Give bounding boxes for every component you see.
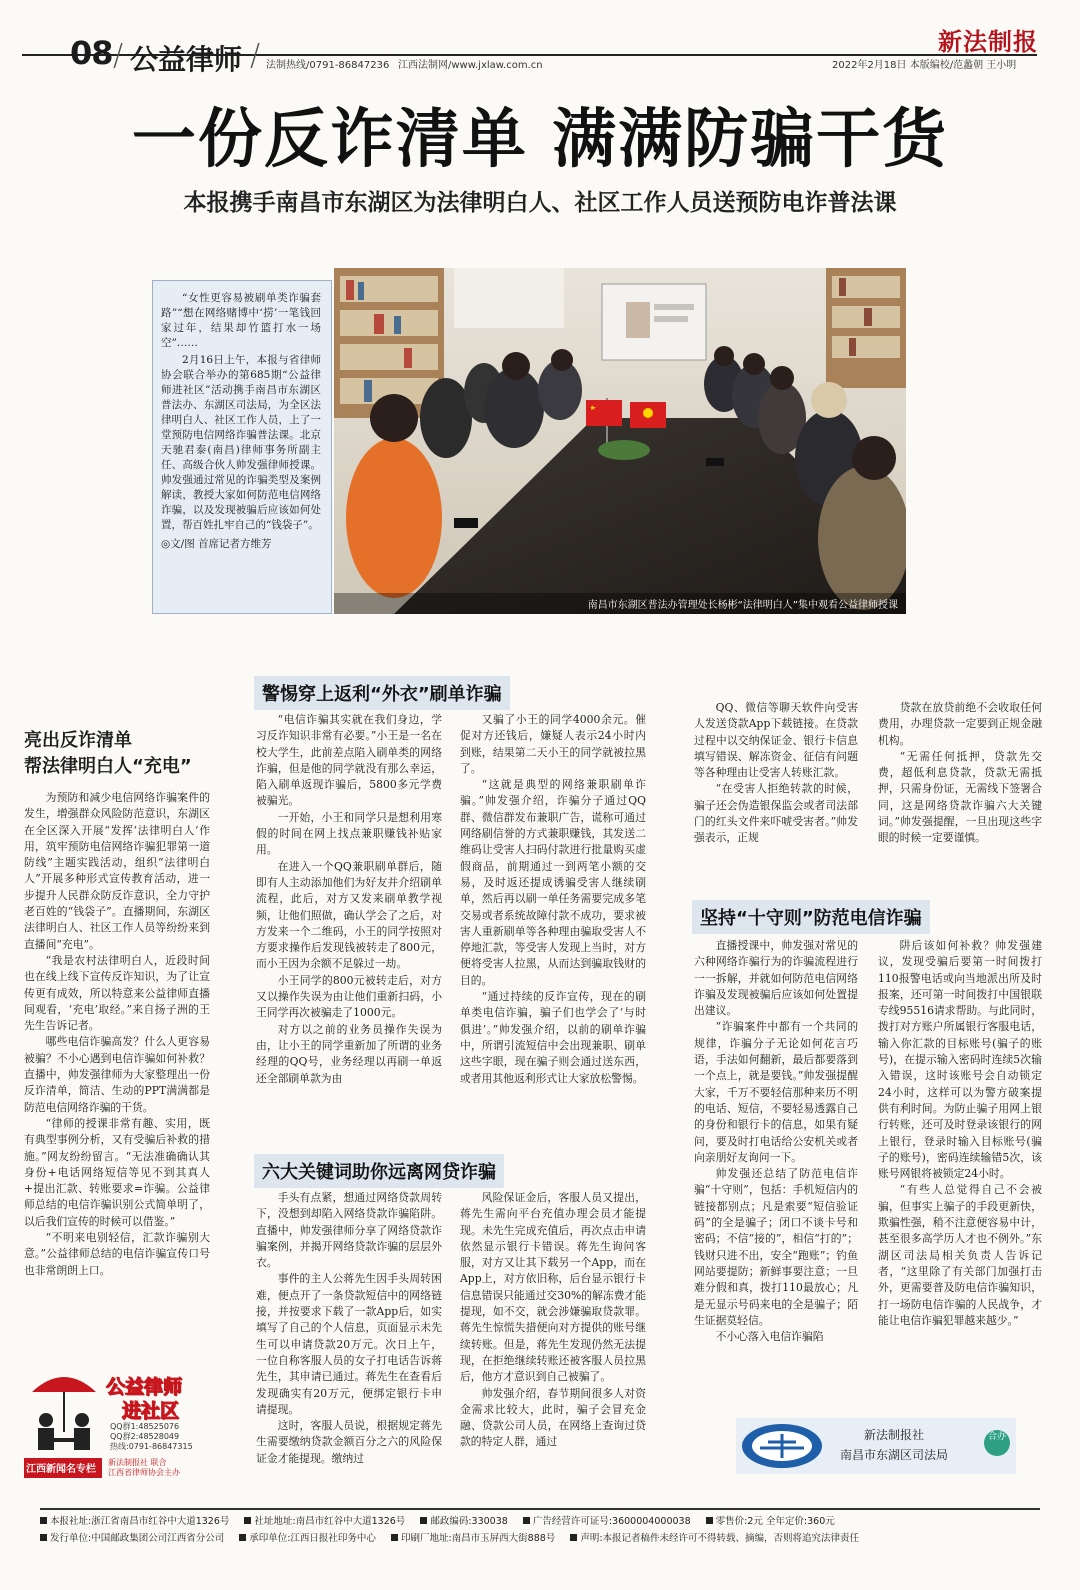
column-checklist (24, 790, 210, 1346)
heading-line: 亮出反诈清单 (24, 730, 132, 751)
body-paragraph: 哪些电信诈骗高发？什么人更容易被骗？不小心遇到电信诈骗如何补救？直播中，帅发强律师为大家整理出一份反诈清单，简洁、生动的PPT满满都是防范电信网络诈骗的干货。 (24, 1035, 210, 1114)
byline: ◎文/图 首席记者方维芳 (161, 538, 272, 550)
logo-sponsor: 江西省律师协会主办 (108, 1468, 180, 1477)
column-ten-rules-2 (878, 938, 1042, 1408)
body-paragraph: 直播授课中，帅发强对常见的六种网络诈骗行为的诈骗流程进行一一拆解，并就如何防范电信网络诈骗及发现被骗后应该如何处置提出建议。 (694, 939, 858, 1018)
footer-item: 社址地址:南昌市红谷中大道1326号 (254, 1516, 406, 1527)
body-paragraph: 贷款在放贷前绝不会收取任何费用，办理贷款一定要到正规金融机构。 (878, 701, 1042, 747)
footer-item: 印刷厂地址:南昌市玉屏西大街888号 (400, 1533, 556, 1544)
body-paragraph: “电信诈骗其实就在我们身边，学习反诈知识非常有必要。”小王是一名在校大学生，此前差点陷入刷单类的网络诈骗，但是他的同学就没有那么幸运，陷入刷单返现诈骗后，5800多元学费被骗光。 (256, 713, 442, 808)
hotline: 法制热线/0791-86847236 (266, 60, 390, 71)
column-brushing-1 (256, 712, 442, 1144)
body-paragraph: 这时，客服人员说，根据规定蒋先生需要缴纳贷款金额百分之六的风险保证金才能提现。缴纳过 (256, 1419, 442, 1465)
headline: 一份反诈清单 满满防骗干货 (131, 103, 949, 177)
justice-emblem-icon (740, 1422, 824, 1470)
logo-tag: 江西新闻名专栏 (26, 1464, 96, 1475)
section-name: 公益律师 (130, 43, 243, 76)
website: 江西法制网/www.jxlaw.com.cn (398, 60, 543, 71)
page-number: 08 (70, 34, 113, 72)
photo-caption: 南昌市东湖区普法办管理处长杨彬“法律明白人”集中观看公益律师授课 (334, 593, 906, 614)
lead-paragraph: 2月16日上午，本报与省律师协会联合举办的第685期“公益律师进社区”活动携手南昌市东湖区普法办、东湖区司法局，为全区法律明白人、社区工作人员，上了一堂预防电信网络诈骗普法课。北京天驰君泰(南昌)律师事务所副主任、高级合伙人帅发强律师授课。帅发强通过常见的诈骗类型及案例解读，教授大家如何防范电信网络诈骗，以及发现被骗后应该如何处置，帮百姓扎牢自己的“钱袋子”。 (161, 354, 321, 531)
body-paragraph: 为预防和减少电信网络诈骗案件的发生，增强群众风险防范意识，东湖区在全区深入开展“发挥‘法律明白人’作用，筑牢预防电信网络诈骗犯罪第一道防线”主题实践活动，组织“法律明白人”开展多种形式宣传教育活动，进一步提升人民群众防反诈意识，全力守护老百姓的“钱袋子”。直播期间，东湖区法律明白人、社区工作人员等纷纷来到直播间“充电”。 (24, 791, 210, 951)
body-paragraph: 小王同学的800元被转走后，对方又以操作失误为由让他们重新扫码，小王同学再次被骗走了1000元。 (256, 973, 442, 1020)
column-loan-4 (878, 700, 1042, 890)
footer-item: 声明:本报记者稿件未经许可不得转载、摘编，否则将追究法律责任 (580, 1533, 860, 1544)
logo-title: 公益律师 (106, 1376, 183, 1398)
body-paragraph: “诈骗案件中都有一个共同的规律，诈骗分子无论如何花言巧语，手法如何翻新，最后都要落到一个点上，就是要钱。”帅发强提醒大家，千万不要轻信那种来历不明的电话、短信，不要轻易透露自己的身份和银行卡的信息，如果有疑问，要及时打电话给公安机关或者向亲朋好友询问一下。 (694, 1020, 858, 1164)
footer-item: 承印单位:江西日报社印务中心 (249, 1533, 376, 1544)
body-paragraph: 在进入一个QQ兼职刷单群后，随即有人主动添加他们为好友并介绍刷单流程，此后，对方又发来刷单教学视频，让他们照做，确认学会了之后，对方发来一个二维码，小王的同学按照对方要求操作后发现钱被转走了800元，而小王因为余额不足躲过一劫。 (256, 859, 442, 971)
footer-item: 本报社址:浙江省南昌市红谷中大道1326号 (50, 1516, 230, 1527)
section-heading-ten-rules: 坚持“十守则”防范电信诈骗 (692, 900, 930, 934)
cooperation-badge: 合办 (984, 1430, 1010, 1456)
body-paragraph: “我是农村法律明白人，近段时间也在线上线下宣传反诈知识，为了让宣传更有成效，所以特意来公益律师直播间观看，‘充电’取经。”来自扬子洲的王先生告诉记者。 (24, 953, 210, 1033)
logo-qq: QQ群2:48528049 (110, 1432, 180, 1441)
column-loan-1 (256, 1190, 442, 1490)
section-heading-checklist (24, 728, 214, 780)
partner-banner (736, 1418, 1016, 1474)
section-heading-brushing: 警惕穿上返利“外衣”刷单诈骗 (254, 676, 510, 710)
column-brushing-2 (460, 712, 646, 1144)
column-loan-3 (694, 700, 858, 890)
footer (40, 1508, 1040, 1547)
body-paragraph: “在受害人拒绝转款的时候，骗子还会伪造银保监会或者司法部门的红头文件来吓唬受害者。”帅发强表示，正规 (694, 782, 858, 845)
body-paragraph: “律师的授课非常有趣、实用，既有典型事例分析，又有受骗后补救的措施。”网友纷纷留言。“无法准确确认其身份+电话网络短信等见不到其真人+提出汇款、转账要求=诈骗。公益律师总结的电信诈骗识别公式简单明了，以后我们宣传的时候可以借鉴。” (24, 1116, 210, 1228)
divider-slash: / (113, 38, 124, 73)
logo-sponsor: 新法制报社 联合 (108, 1458, 167, 1467)
body-paragraph: 帅发强介绍，春节期间很多人对资金需求比较大，此时，骗子会冒充金融、贷款公司人员，在网络上查询过贷款的特定人群，通过 (460, 1386, 646, 1449)
footer-row (40, 1530, 1040, 1547)
column-loan-2 (460, 1190, 646, 1490)
heading-line: 帮法律明白人“充电” (24, 756, 192, 777)
logo-qq: QQ群1:48525076 (110, 1422, 180, 1431)
body-paragraph: 不小心落入电信诈骗陷 (715, 1330, 824, 1344)
date-editors: 2022年2月18日 本版编校/范蠡朝 王小明 (832, 60, 1017, 71)
body-paragraph: “这就是典型的网络兼职刷单诈骗。”帅发强介绍，诈骗分子通过QQ群、微信群发布兼职广告，谎称可通过网络刷信誉的方式兼职赚钱，其发送二维码让受害人扫码付款进行批量购买虚假商品，前期通过一到两笔小额的交易，及时返还提成诱骗受害人继续刷单，然后再以刷一单任务需要完成多笔交易或者系统故障付款不成功，要求被害人重新刷单等各种理由骗取受害人不停地汇款，等受害人发现上当时，对方便将受害人拉黑，从而达到骗取钱财的目的。 (460, 778, 646, 987)
body-paragraph: 事件的主人公蒋先生因手头周转困难，便点开了一条贷款短信中的网络链接，并按要求下载了一款App后，如实填写了自己的个人信息，页面显示未先生可以申请贷款20万元。次日上午，一位自称客服人员的女子打电话告诉蒋先生，其申请已通过。蒋先生在查看后发现确实有20万元，便绑定银行卡申请提现。 (256, 1272, 442, 1416)
body-paragraph: “通过持续的反诈宣传，现在的刷单类电信诈骗，骗子们也学会了‘与时俱进’。”帅发强介绍，以前的刷单诈骗中，所谓引流短信中会出现兼职、刷单这些字眼，现在骗子则会通过送东西，或者用其他返利形式让大家放松警惕。 (460, 990, 646, 1085)
body-paragraph: 阱后该如何补救？帅发强建议，发现受骗后要第一时间拨打110报警电话或向当地派出所及时报案，还可第一时间拨打中国银联专线95516请求帮助。与此同时，拨打对方账户所属银行客服电话，输入你汇款的目标账号(骗子的账号)，在提示输入密码时连续5次输入错误，这时该账号会自动锁定24小时，这样可以为警方破案提供有利时间。为防止骗子用网上银行转账，还可及时登录该银行的网上银行，登录时输入目标账号(骗子的账号)，密码连续输错5次，该账号网银将被锁定24小时。 (878, 939, 1042, 1181)
subheadline: 本报携手南昌市东湖区为法律明白人、社区工作人员送预防电诈普法课 (183, 190, 897, 216)
body-paragraph: 帅发强还总结了防范电信诈骗“十守则”，包括：手机短信内的链接都别点；凡是索要“短信验证码”的全是骗子；闭口不谈卡号和密码；不信“接的”，相信“打的”；钱财只进不出，安全“跑账”；钓鱼网站要提防；新鲜事要注意；一旦难分假和真，拨打110最放心；凡是无显示号码来电的全是骗子；陌生证据莫轻信。 (694, 1167, 858, 1327)
footer-item: 发行单位:中国邮政集团公司江西省分公司 (50, 1533, 225, 1544)
body-paragraph: 对方以之前的业务员操作失误为由，让小王的同学重新加了所谓的业务经理的QQ号，业务经理以再刷一单返还全部刷单款为由 (256, 1022, 442, 1085)
body-paragraph: 风险保证金后，客服人员又提出，蒋先生需向平台充值办理会员才能提现。未先生完成充值后，再次点击申请依然显示银行卡错误。蒋先生询问客服，对方又让其下载另一个App，而在App上，对方依旧称，后台显示银行卡信息错误只能通过交30%的解冻费才能提现，如不交，就会涉嫌骗取贷款罪。蒋先生惊慌失措便向对方提供的账号继续转账。但是，蒋先生发现仍然无法提现，在拒绝继续转账还被客服人员拉黑后，他方才意识到自己被骗了。 (460, 1191, 646, 1384)
column-logo (24, 1362, 214, 1480)
body-paragraph: “无需任何抵押，贷款先交费，超低利息贷款，贷款无需抵押，只需身份证，无需线下签署合同，这是网络贷款诈骗六大关键词。”帅发强提醒，一旦出现这些字眼的时候一定要谨慎。 (878, 749, 1042, 845)
section-heading-loan: 六大关键词助你远离网贷诈骗 (254, 1154, 504, 1188)
logo-title: 进社区 (122, 1400, 180, 1422)
news-photo (334, 268, 906, 614)
partner-org: 南昌市东湖区司法局 (840, 1448, 949, 1462)
body-paragraph: “有些人总觉得自己不会被骗，但事实上骗子的手段更新快，欺骗性强，稍不注意便容易中计，甚至很多高学历人才也不例外。”东湖区司法局相关负责人告诉记者，“这里除了有关部门加强打击外，更需要普及防电信诈骗知识，打一场防电信诈骗的人民战争，才能让电信诈骗犯罪越来越少。” (878, 1183, 1042, 1327)
body-paragraph: QQ、微信等聊天软件向受害人发送贷款App下载链接。在贷款过程中以交纳保证金、银行卡信息填写错误、解冻资金、征信有问题等各种理由让受害人转账汇款。 (694, 701, 858, 780)
footer-item: 邮政编码:330038 (430, 1516, 508, 1527)
logo-hotline: 热线:0791-86847315 (110, 1442, 193, 1451)
body-paragraph: 手头有点紧，想通过网络贷款周转下，没想到却陷入网络贷款诈骗陷阱。直播中，帅发强律师分享了网络贷款诈骗案例，并揭开网络贷款诈骗的层层外衣。 (256, 1191, 442, 1270)
footer-item: 广告经营许可证号:3600004000038 (532, 1516, 691, 1527)
body-paragraph: “不明来电别轻信，汇款诈骗别大意。”公益律师总结的电信诈骗宣传口号也非常朗朗上口。 (24, 1231, 210, 1277)
body-paragraph: 一开始，小王和同学只是想利用寒假的时间在网上找点兼职赚钱补贴家用。 (256, 810, 442, 857)
footer-item: 零售价:2元 全年定价:360元 (715, 1516, 835, 1527)
divider-slash: / (250, 38, 261, 73)
classroom-photo-illustration (334, 268, 906, 614)
body-paragraph: 又骗了小王的同学4000余元。催促对方还钱后，嫌疑人表示24小时内到账，结果第二天小王的同学就被拉黑了。 (460, 713, 646, 775)
lead-box (152, 280, 332, 614)
brand-logo: 新法制报 (938, 27, 1038, 56)
column-ten-rules-1 (694, 938, 858, 1408)
partner-org: 新法制报社 (864, 1428, 925, 1442)
footer-row (40, 1513, 1040, 1530)
lead-paragraph: “女性更容易被刷单类诈骗套路”“想在网络赌博中‘捞’一笔钱回家过年，结果却竹篮打水一场空”…… (161, 292, 321, 349)
